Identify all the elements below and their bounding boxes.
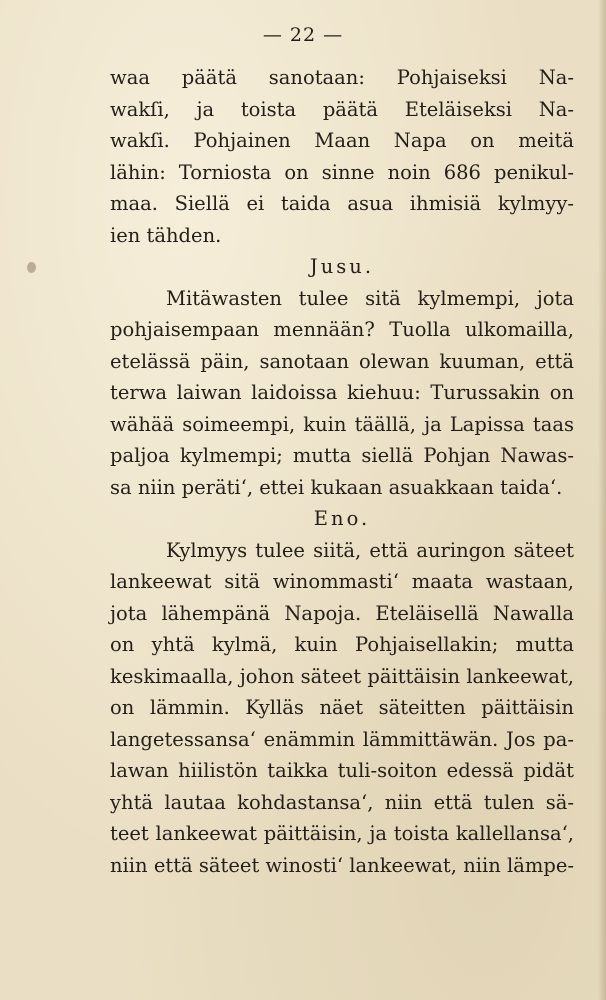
text-line: jota lähempänä Napoja. Eteläisellä Nawalla	[110, 601, 574, 625]
text-line: wakſi. Pohjainen Maan Napa on meitä	[110, 129, 574, 152]
text-line: on yhtä kylmä, kuin Pohjaisellakin; mutta	[110, 633, 574, 656]
text-line: Kylmyys tulee siitä, että auringon säteet	[166, 538, 574, 562]
text-line: niin että säteet winosti‘ lankeewat, niin lämpe-	[110, 853, 574, 877]
text-line: waa päätä sanotaan: Pohjaiseksi Na-	[110, 66, 574, 89]
text-line: lawan hiilistön taikka tuli-soiton edessä pidät	[110, 759, 574, 782]
text-line: etelässä päin, sanotaan olewan kuuman, että	[110, 349, 574, 373]
section-heading: Jusu.	[309, 255, 375, 278]
text-line: terwa laiwan laidoissa kiehuu: Turussakin on	[110, 381, 574, 404]
text-line: wähää soimeempi, kuin täällä, ja Lapissa taas	[110, 412, 574, 436]
text-line: Mitäwasten tulee sitä kylmempi, jota	[166, 286, 574, 310]
text-line: maa. Siellä ei taida asua ihmisiä kylmyy-	[110, 192, 574, 215]
text-line: lähin: Torniosta on sinne noin 686 penikul-	[110, 160, 574, 184]
page-text	[110, 62, 574, 881]
text-line: pohjaisempaan mennään? Tuolla ulkomailla,	[110, 318, 574, 341]
text-line: sa niin peräti‘, ettei kukaan asuakkaan taida‘.	[110, 475, 563, 499]
text-line: teet lankeewat päittäisin, ja toista kallellansa‘,	[110, 822, 574, 845]
text-line: on lämmin. Kylläs näet säteitten päittäisin	[110, 696, 574, 719]
page-edge-shadow	[598, 0, 606, 1000]
page-number: — 22 —	[262, 24, 344, 46]
text-line: yhtä lautaa kohdastansa‘, niin että tulen sä-	[110, 790, 574, 814]
text-line: lankeewat sitä winommasti‘ maata wastaan,	[110, 570, 574, 593]
text-line: wakſi, ja toista päätä Eteläiseksi Na-	[110, 97, 574, 121]
text-line: langetessansa‘ enämmin lämmittäwän. Jos pa-	[110, 727, 574, 751]
text-line: keskimaalla, johon säteet päittäisin lankeewat,	[110, 664, 574, 688]
text-line: paljoa kylmempi; mutta siellä Pohjan Nawas-	[110, 444, 574, 467]
text-line: ien tähden.	[110, 223, 222, 247]
section-heading: Eno.	[313, 507, 371, 530]
ink-stain	[27, 262, 36, 273]
